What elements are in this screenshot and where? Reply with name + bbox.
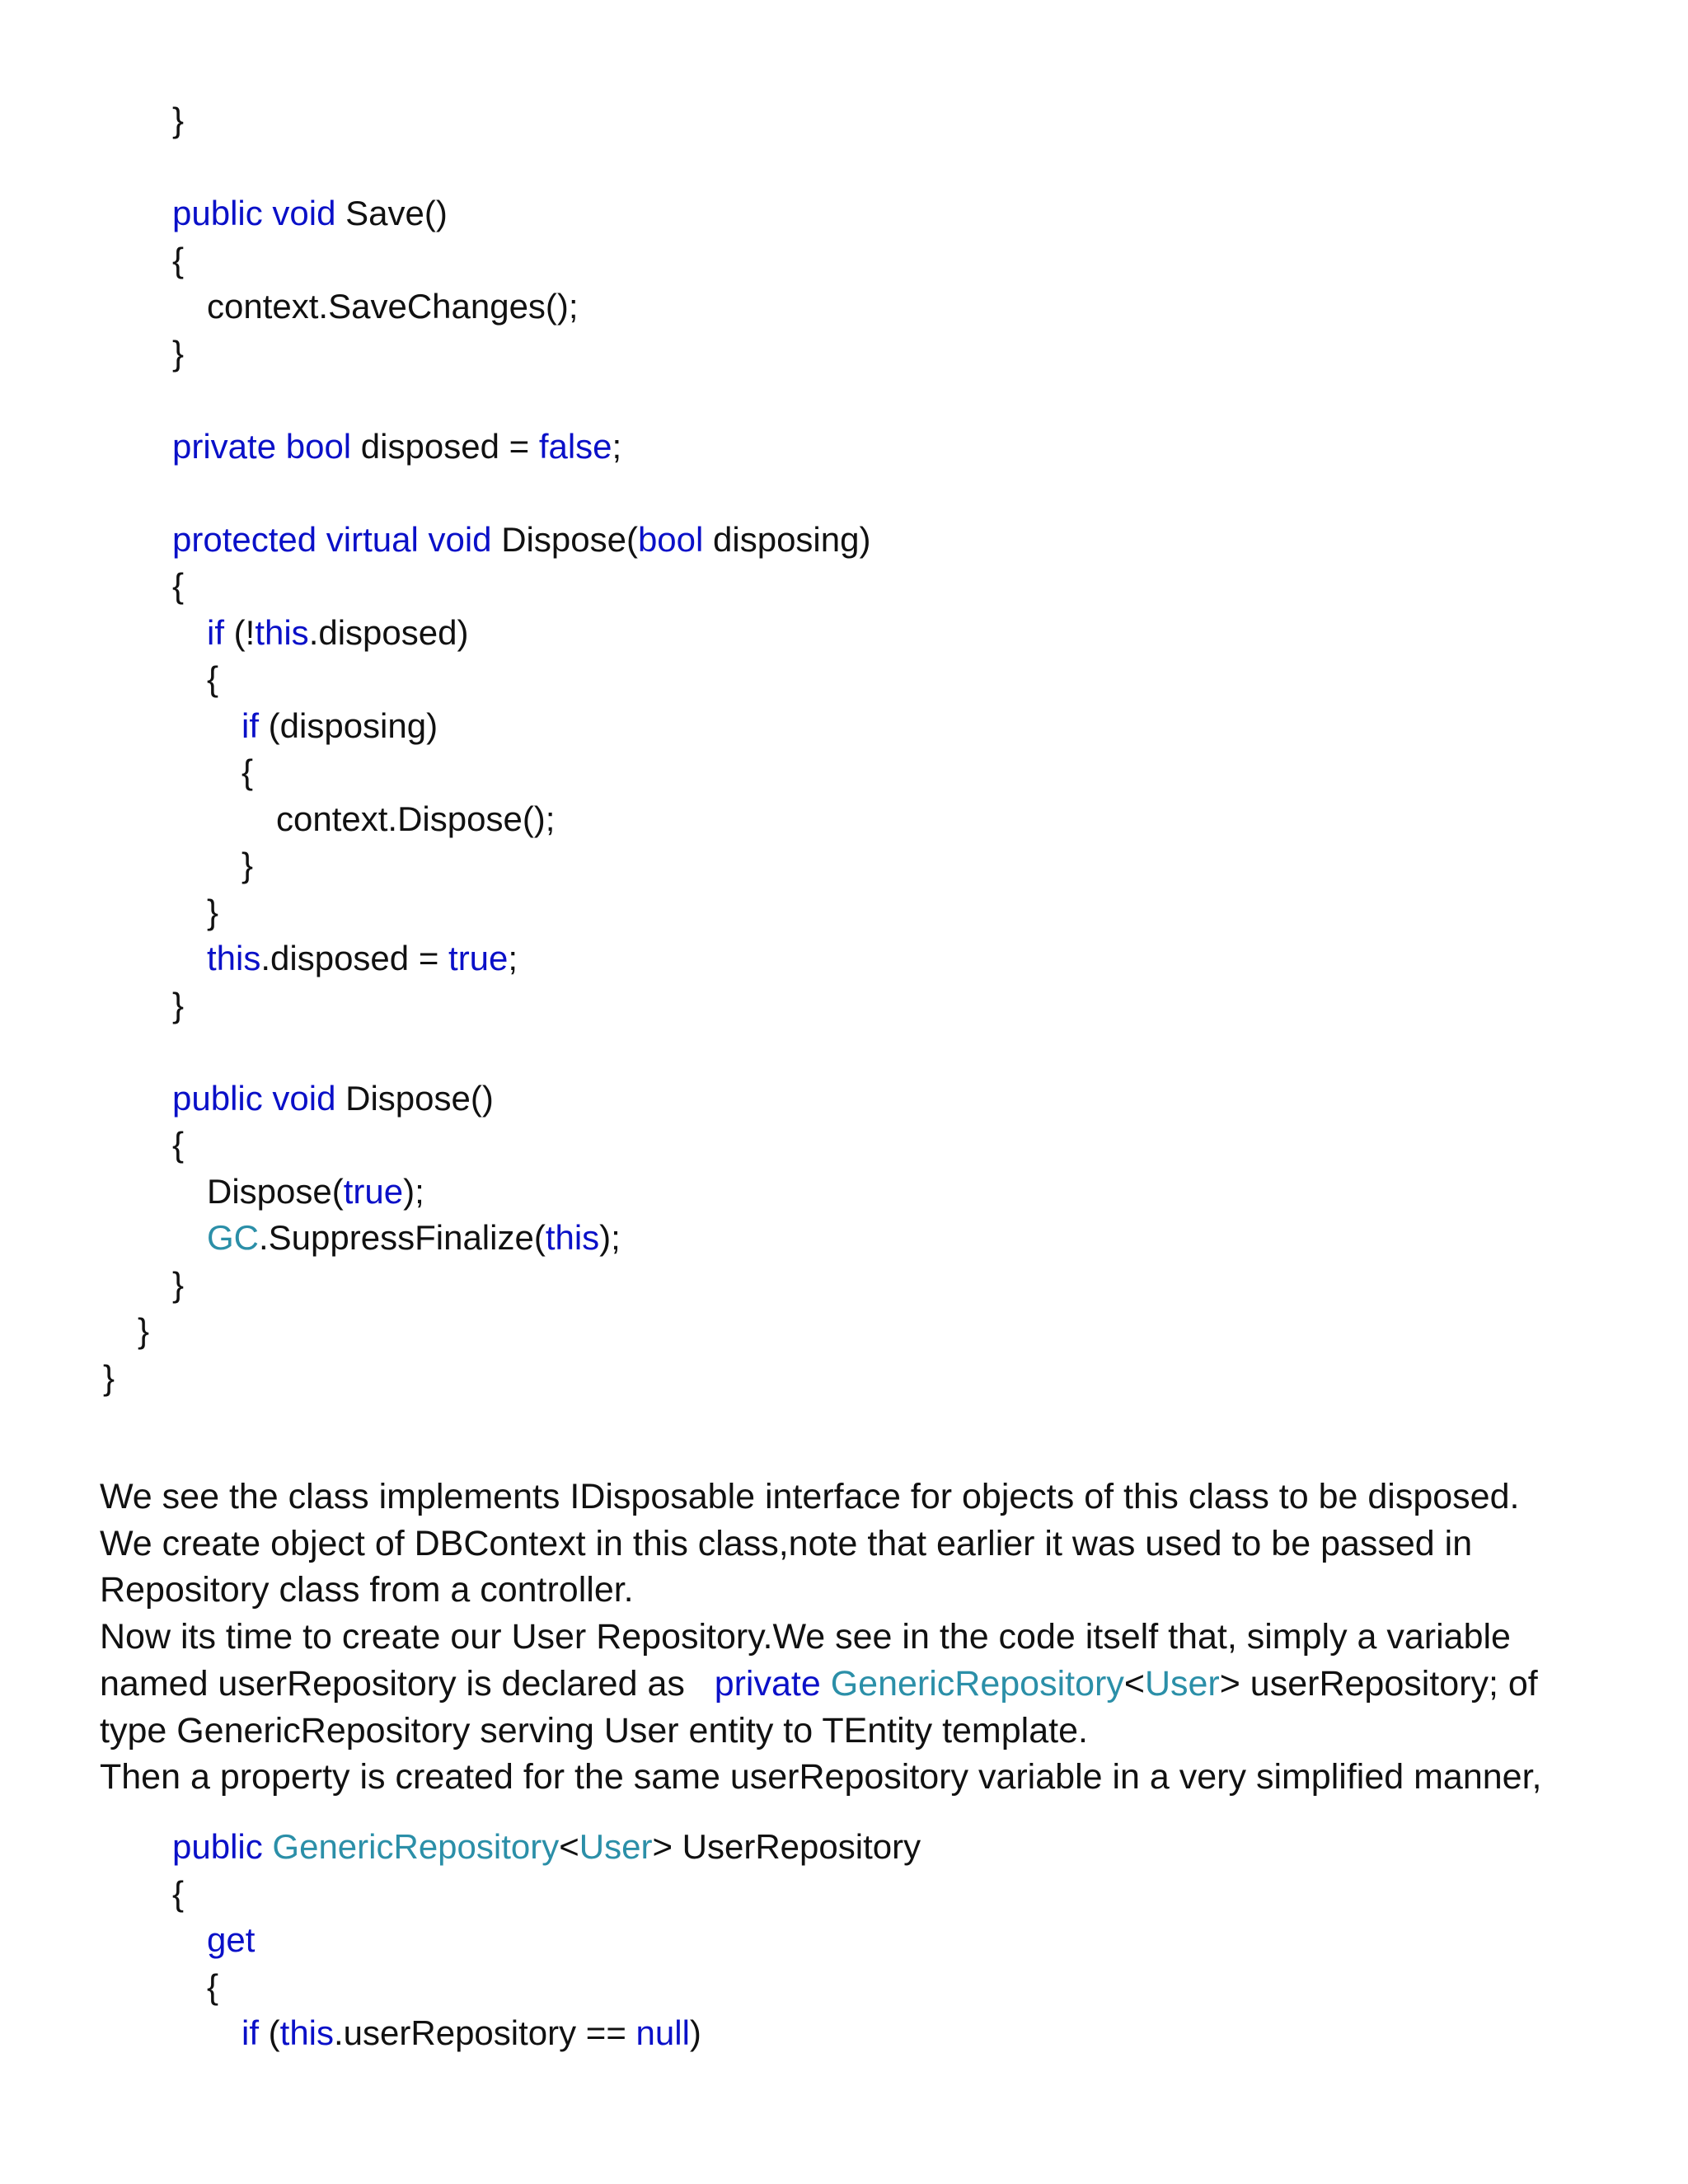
- code-token: {: [207, 1966, 219, 2006]
- code-line: [172, 1262, 184, 1308]
- code-token: Dispose(: [207, 1171, 344, 1211]
- code-token: Now its time to create our User Repository.We see in the code itself that, simply a variable: [100, 1617, 1511, 1657]
- keyword-token: if: [207, 612, 224, 652]
- code-line: [207, 656, 218, 702]
- type-token: User: [579, 1827, 653, 1866]
- code-token: context.Dispose();: [276, 799, 556, 838]
- code-token: (!: [224, 612, 256, 652]
- code-line: [207, 889, 218, 935]
- code-token: We create object of DBContext in this class,note that earlier it was used to be passed in: [100, 1523, 1473, 1563]
- code-token: > userRepository; of: [1219, 1663, 1538, 1704]
- code-token: }: [172, 333, 185, 373]
- keyword-token: this: [207, 939, 261, 977]
- code-token: ): [689, 2013, 701, 2052]
- code-line: [172, 190, 448, 237]
- code-token: (: [259, 2013, 280, 2052]
- paragraph-line: [100, 1567, 634, 1613]
- code-token: }: [172, 985, 185, 1024]
- code-token: }: [138, 1311, 150, 1350]
- keyword-token: get: [207, 1920, 256, 1959]
- code-token: type GenericRepository serving User entity to TEntity template.: [100, 1710, 1088, 1750]
- code-token: ;: [612, 426, 622, 466]
- code-token: {: [241, 752, 254, 791]
- code-token: Repository class from a controller.: [100, 1570, 634, 1610]
- keyword-token: true: [448, 939, 509, 977]
- keyword-token: if: [241, 2013, 259, 2052]
- keyword-token: if: [241, 705, 259, 745]
- code-token: Dispose(: [491, 519, 638, 559]
- code-token: }: [172, 101, 185, 139]
- code-line: [172, 1122, 184, 1168]
- keyword-token: this: [279, 2013, 335, 2052]
- code-line: [241, 703, 438, 749]
- code-line: [172, 330, 184, 377]
- code-token: <: [559, 1827, 579, 1866]
- keyword-token: public void: [172, 1078, 336, 1118]
- code-line: [207, 284, 579, 330]
- code-token: {: [172, 566, 185, 605]
- type-token: GC: [207, 1218, 259, 1257]
- code-token: }: [241, 846, 254, 884]
- code-line: [172, 563, 184, 609]
- code-line: [207, 610, 468, 656]
- code-token: {: [172, 240, 185, 279]
- code-line: [207, 1917, 255, 1963]
- code-token: disposed =: [351, 426, 539, 466]
- code-token: ;: [508, 939, 518, 977]
- code-line: [207, 1215, 621, 1261]
- code-token: .disposed): [308, 612, 469, 652]
- code-token: <: [1123, 1663, 1145, 1704]
- keyword-token: public: [172, 1827, 263, 1866]
- code-line: [207, 1964, 218, 2010]
- keyword-token: bool: [637, 519, 704, 559]
- keyword-token: this: [545, 1218, 600, 1257]
- code-line: [241, 842, 253, 888]
- paragraph-line: [100, 1708, 1088, 1754]
- code-line: [138, 1308, 149, 1354]
- keyword-token: null: [635, 2013, 690, 2052]
- code-line: [241, 2010, 701, 2056]
- code-line: [172, 1076, 494, 1122]
- type-token: GenericRepository: [272, 1827, 560, 1866]
- type-token: GenericRepository: [830, 1663, 1124, 1704]
- code-line: [103, 1355, 115, 1401]
- code-line: [276, 796, 555, 842]
- paragraph-line: [100, 1521, 1472, 1567]
- code-line: [172, 1871, 184, 1917]
- paragraph-line: [100, 1474, 1519, 1520]
- code-token: }: [103, 1357, 115, 1397]
- code-token: .disposed =: [260, 939, 449, 977]
- code-token: .userRepository ==: [334, 2013, 636, 2052]
- code-line: [241, 749, 253, 795]
- code-token: disposing): [703, 519, 871, 559]
- code-line: [172, 424, 621, 470]
- code-token: [821, 1664, 831, 1704]
- code-line: [207, 935, 518, 982]
- keyword-token: false: [538, 426, 612, 466]
- code-token: named userRepository is declared as: [100, 1663, 715, 1704]
- code-token: }: [207, 892, 219, 931]
- code-token: );: [599, 1218, 621, 1257]
- code-token: [263, 1827, 273, 1866]
- code-token: > UserRepository: [652, 1827, 921, 1866]
- keyword-token: private bool: [172, 426, 352, 466]
- type-token: User: [1144, 1663, 1220, 1704]
- code-line: [172, 982, 184, 1029]
- paragraph-line: [100, 1754, 1541, 1800]
- code-token: (disposing): [259, 705, 438, 745]
- code-token: We see the class implements IDisposable interface for objects of this class to be disposed.: [100, 1477, 1520, 1516]
- paragraph-line: [100, 1614, 1511, 1660]
- keyword-token: protected virtual void: [172, 519, 492, 559]
- code-line: [172, 237, 184, 284]
- keyword-token: true: [343, 1171, 404, 1211]
- code-token: }: [172, 1264, 185, 1304]
- code-token: Then a property is created for the same userRepository variable in a very simplified manner,: [100, 1757, 1542, 1797]
- keyword-token: this: [255, 612, 309, 652]
- paragraph-line: [100, 1661, 1538, 1707]
- code-line: [172, 517, 870, 563]
- code-token: {: [172, 1125, 185, 1164]
- code-token: );: [403, 1171, 424, 1211]
- keyword-token: private: [714, 1663, 821, 1704]
- code-line: [172, 1824, 921, 1870]
- code-token: Dispose(): [335, 1078, 494, 1118]
- code-token: {: [172, 1873, 185, 1913]
- code-token: context.SaveChanges();: [207, 287, 579, 326]
- code-token: {: [207, 659, 219, 698]
- keyword-token: public void: [172, 194, 336, 232]
- code-token: Save(): [335, 194, 448, 232]
- code-line: [172, 97, 184, 143]
- code-token: .SuppressFinalize(: [259, 1218, 546, 1257]
- code-line: [207, 1169, 424, 1215]
